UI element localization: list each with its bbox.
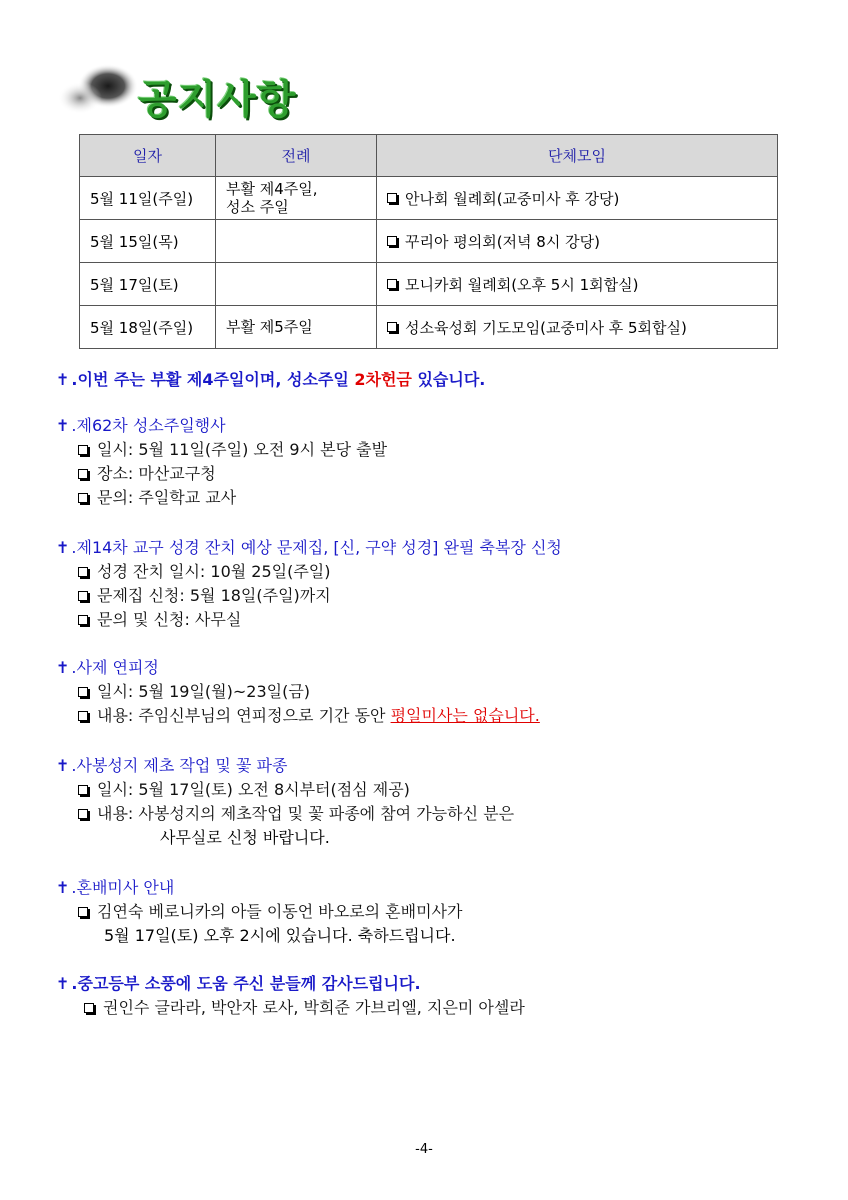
row-date: 5월 11일(주일) [80,177,216,220]
cross-icon: ✝ [56,538,70,557]
row-liturgy: 부활 제5주일 [216,306,377,349]
section-heading [56,536,562,560]
cross-icon: ✝ [56,878,70,897]
checkbox-bullet-icon [84,1003,94,1013]
cross-icon: ✝ [56,974,70,993]
list-item [56,704,540,728]
table-row [80,177,778,220]
checkbox-bullet-icon [387,193,397,203]
notice-bible-festival [56,536,562,632]
list-item [56,608,562,632]
list-item [56,778,514,802]
table-row [80,306,778,349]
section-heading [56,414,387,438]
checkbox-bullet-icon [78,445,88,455]
row-liturgy [216,263,377,306]
list-item-continuation: 사무실로 신청 바랍니다. [160,828,330,847]
checkbox-bullet-icon [78,711,88,721]
section-heading [56,972,525,996]
cross-icon: ✝ [56,658,70,677]
item-text: 권인수 글라라, 박안자 로사, 박희준 가브리엘, 지은미 아셀라 [103,998,525,1017]
row-meeting [377,177,778,220]
row-meeting [377,220,778,263]
checkbox-bullet-icon [78,809,88,819]
liturgy-line: 성소 주일 [226,198,289,216]
heading-text: .사제 연피정 [71,658,159,677]
list-item-continuation: 5월 17일(토) 오후 2시에 있습니다. 축하드립니다. [104,926,456,945]
item-text: 내용: 사봉성지의 제초작업 및 꽃 파종에 참여 가능하신 분은 [97,804,515,823]
section-heading [56,754,514,778]
item-text: 김연숙 베로니카의 아들 이동언 바오로의 혼배미사가 [97,902,463,921]
highlight-text: 평일미사는 없습니다. [390,706,540,725]
row-date: 5월 17일(토) [80,263,216,306]
item-text: 내용: 주임신부님의 연피정으로 기간 동안 [97,706,391,725]
list-item [56,900,462,924]
item-text: 일시: 5월 11일(주일) 오전 9시 본당 출발 [97,440,388,459]
list-item [56,680,540,704]
table-row [80,220,778,263]
table-row [80,263,778,306]
notice-collection [56,368,485,392]
schedule-table [79,134,778,349]
notice-thanks [56,972,525,1020]
checkbox-bullet-icon [78,785,88,795]
checkbox-bullet-icon [78,469,88,479]
section-heading [56,656,540,680]
row-liturgy [216,177,377,220]
table-header-row [80,135,778,177]
item-text: 일시: 5월 17일(토) 오전 8시부터(점심 제공) [97,780,410,799]
checkbox-bullet-icon [78,907,88,917]
notice-shrine-work [56,754,514,850]
section-heading [56,876,462,900]
page-number: -4- [415,1142,433,1157]
list-item [56,438,387,462]
checkbox-bullet-icon [387,279,397,289]
list-item [56,584,562,608]
header-meeting: 단체모임 [377,135,778,177]
header-liturgy: 전례 [216,135,377,177]
checkbox-bullet-icon [78,687,88,697]
item-text: 장소: 마산교구청 [97,464,216,483]
list-item [56,996,525,1020]
heading-text: .제14차 교구 성경 잔치 예상 문제집, [신, 구약 성경] 완필 축복장 신청 [71,538,562,557]
row-meeting [377,263,778,306]
cross-icon: ✝ [56,756,70,775]
meeting-text: 꾸리아 평의회(저녁 8시 강당) [405,232,600,251]
meeting-text: 안나회 월례회(교중미사 후 강당) [405,189,620,208]
list-item [56,560,562,584]
cross-icon: ✝ [56,370,70,389]
checkbox-bullet-icon [387,236,397,246]
smudge-icon [58,64,140,116]
heading-text: 있습니다. [411,370,486,389]
item-text: 문의: 주일학교 교사 [97,488,237,507]
header-date: 일자 [80,135,216,177]
title-block [58,62,318,124]
list-item [56,462,387,486]
row-liturgy [216,220,377,263]
liturgy-line: 부활 제4주일, [226,180,318,198]
cross-icon: ✝ [56,416,70,435]
checkbox-bullet-icon [78,493,88,503]
heading-text: .제62차 성소주일행사 [71,416,226,435]
heading-text: .사봉성지 제초 작업 및 꽃 파종 [71,756,288,775]
meeting-text: 성소육성회 기도모임(교중미사 후 5회합실) [405,318,687,337]
heading-text: .혼배미사 안내 [71,878,175,897]
item-text: 문제집 신청: 5월 18일(주일)까지 [97,586,331,605]
highlight-text: 2차헌금 [354,370,412,389]
notice-wedding-mass [56,876,462,948]
checkbox-bullet-icon [78,567,88,577]
row-date: 5월 18일(주일) [80,306,216,349]
item-text: 일시: 5월 19일(월)~23일(금) [97,682,311,701]
list-item [56,486,387,510]
heading-text: .중고등부 소풍에 도움 주신 분들께 감사드립니다. [71,974,421,993]
row-meeting [377,306,778,349]
checkbox-bullet-icon [78,615,88,625]
list-item [56,802,514,826]
checkbox-bullet-icon [78,591,88,601]
section-heading [56,368,485,392]
heading-text: .이번 주는 부활 제4주일이며, 성소주일 [71,370,355,389]
notice-priest-retreat [56,656,540,728]
checkbox-bullet-icon [387,322,397,332]
item-text: 문의 및 신청: 사무실 [97,610,242,629]
item-text: 성경 잔치 일시: 10월 25일(주일) [97,562,331,581]
page-title: 공지사항 [138,77,297,123]
notice-vocation-event [56,414,387,510]
row-date: 5월 15일(목) [80,220,216,263]
meeting-text: 모니카회 월례회(오후 5시 1회합실) [405,275,639,294]
